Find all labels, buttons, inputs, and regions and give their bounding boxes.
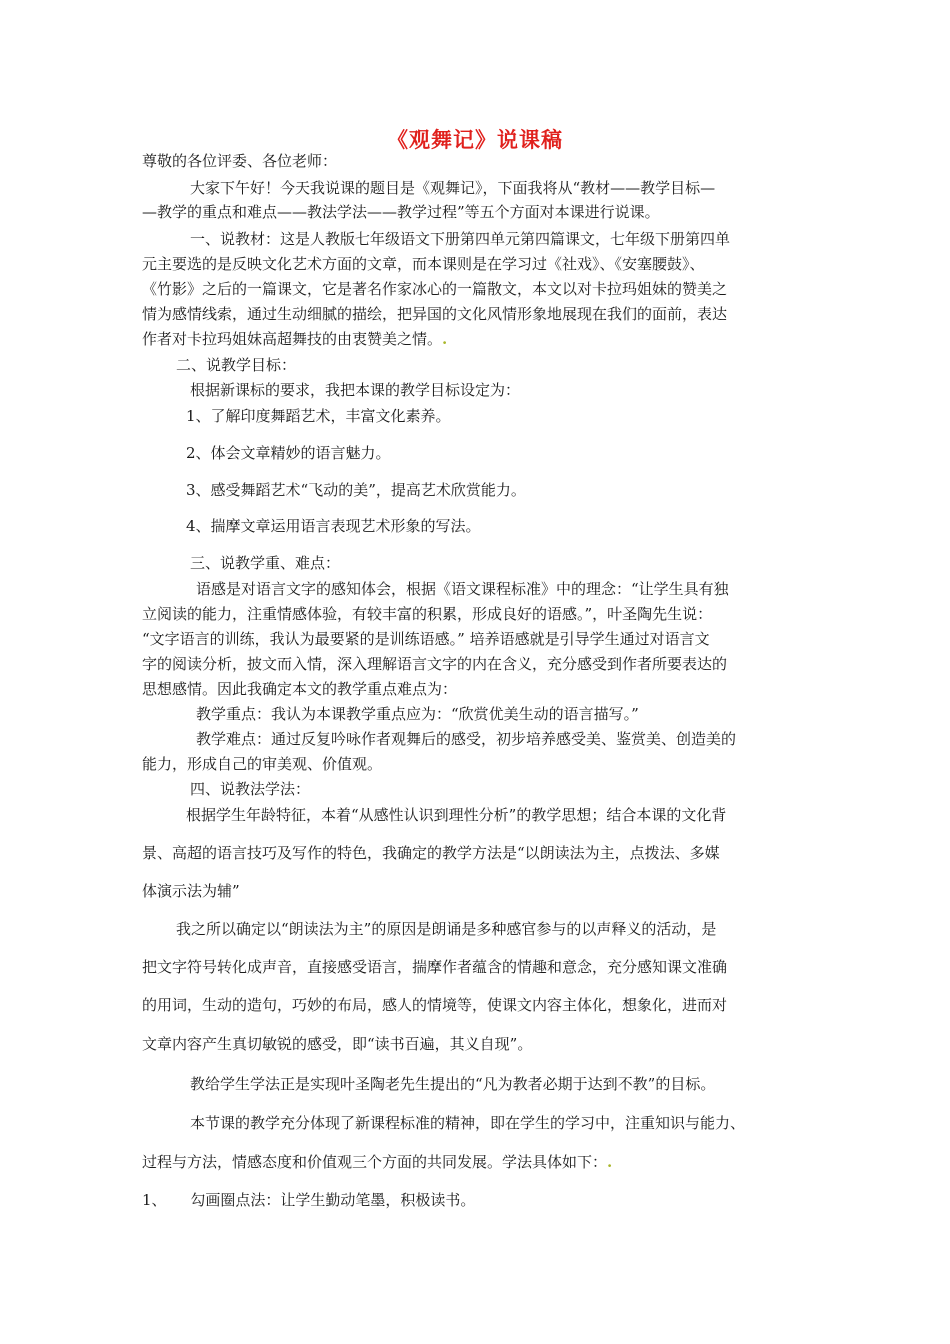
text-line: 思想感情。因此我确定本文的教学重点难点为： xyxy=(142,680,458,698)
document-title: 《观舞记》说课稿 xyxy=(387,128,563,152)
text-line: 大家下午好！今天我说课的题目是《观舞记》，下面我将从“教材——教学目标— xyxy=(190,179,716,197)
text-line: 尊敬的各位评委、各位老师： xyxy=(142,152,338,170)
text-line: 体演示法为辅” xyxy=(142,882,240,900)
text-line: “文字语言的训练，我认为最要紧的是训练语感。” 培养语感就是引导学生通过对语言文 xyxy=(142,630,710,648)
text-line: 立阅读的能力，注重情感体验，有较丰富的积累，形成良好的语感。”，叶圣陶先生说： xyxy=(142,605,713,623)
text-line: 字的阅读分析，披文而入情，深入理解语言文字的内在含义，充分感受到作者所要表达的 xyxy=(142,655,728,673)
list-item: 4、揣摩文章运用语言表现艺术形象的写法。 xyxy=(186,517,481,535)
text-line: 能力，形成自己的审美观、价值观。 xyxy=(142,755,383,773)
text-line: 一、说教材：这是人教版七年级语文下册第四单元第四篇课文，七年级下册第四单 xyxy=(190,230,731,248)
text-line: 情为感情线索，通过生动细腻的描绘，把异国的文化风情形象地展现在我们的面前，表达 xyxy=(142,305,728,323)
section-heading: 三、说教学重、难点： xyxy=(190,554,341,572)
text-line: 把文字符号转化成声音，直接感受语言，揣摩作者蕴含的情趣和意念，充分感知课文准确 xyxy=(142,958,728,976)
list-item: 1、了解印度舞蹈艺术，丰富文化素养。 xyxy=(186,407,451,425)
text-line: 《竹影》之后的一篇课文，它是著名作家冰心的一篇散文，本文以对卡拉玛姐妹的赞美之 xyxy=(142,280,728,298)
dot-mark: . xyxy=(607,1153,613,1171)
text-line: 本节课的教学充分体现了新课程标准的精神，即在学生的学习中，注重知识与能力、 xyxy=(190,1114,746,1132)
list-item: 3、感受舞蹈艺术“飞动的美”，提高艺术欣赏能力。 xyxy=(186,481,526,499)
text-line: 我之所以确定以“朗读法为主”的原因是朗诵是多种感官参与的以声释义的活动，是 xyxy=(176,920,717,938)
text-line: 教给学生学法正是实现叶圣陶老先生提出的“凡为教者必期于达到不教”的目标。 xyxy=(190,1075,716,1093)
text-line: 景、高超的语言技巧及写作的特色，我确定的教学方法是“以朗读法为主，点拨法、多媒 xyxy=(142,844,720,862)
text-line xyxy=(142,1152,822,1172)
list-item: 1、 勾画圈点法：让学生勤动笔墨，积极读书。 xyxy=(142,1191,476,1209)
text-line: 元主要选的是反映文化艺术方面的文章，而本课则是在学习过《社戏》、《安塞腰鼓》、 xyxy=(142,255,705,273)
text-line xyxy=(142,329,822,349)
section-heading: 二、说教学目标： xyxy=(176,356,297,374)
text-line: 根据新课标的要求，我把本课的教学目标设定为： xyxy=(190,381,521,399)
text-line: —教学的重点和难点——教法学法——教学过程”等五个方面对本课进行说课。 xyxy=(142,203,660,221)
text-line: 根据学生年龄特征，本着“从感性认识到理性分析”的教学思想；结合本课的文化背 xyxy=(186,806,727,824)
text-line: 教学难点：通过反复吟咏作者观舞后的感受，初步培养感受美、鉴赏美、创造美的 xyxy=(196,730,737,748)
text-line: 教学重点：我认为本课教学重点应为：“欣赏优美生动的语言描写。” xyxy=(196,705,639,723)
dot-mark: . xyxy=(442,330,448,348)
section-heading: 四、说教法学法： xyxy=(190,780,311,798)
text-line-content: 作者对卡拉玛姐妹高超舞技的由衷赞美之情。 xyxy=(142,330,443,348)
list-item: 2、体会文章精妙的语言魅力。 xyxy=(186,444,391,462)
text-line: 的用词，生动的造句，巧妙的布局，感人的情境等，使课文内容主体化，想象化，进而对 xyxy=(142,996,728,1014)
text-line: 文章内容产生真切敏锐的感受，即“读书百遍，其义自现”。 xyxy=(142,1035,533,1053)
text-line: 语感是对语言文字的感知体会，根据《语文课程标准》中的理念：“让学生具有独 xyxy=(196,580,729,598)
text-line-content: 过程与方法，情感态度和价值观三个方面的共同发展。学法具体如下： xyxy=(142,1153,608,1171)
